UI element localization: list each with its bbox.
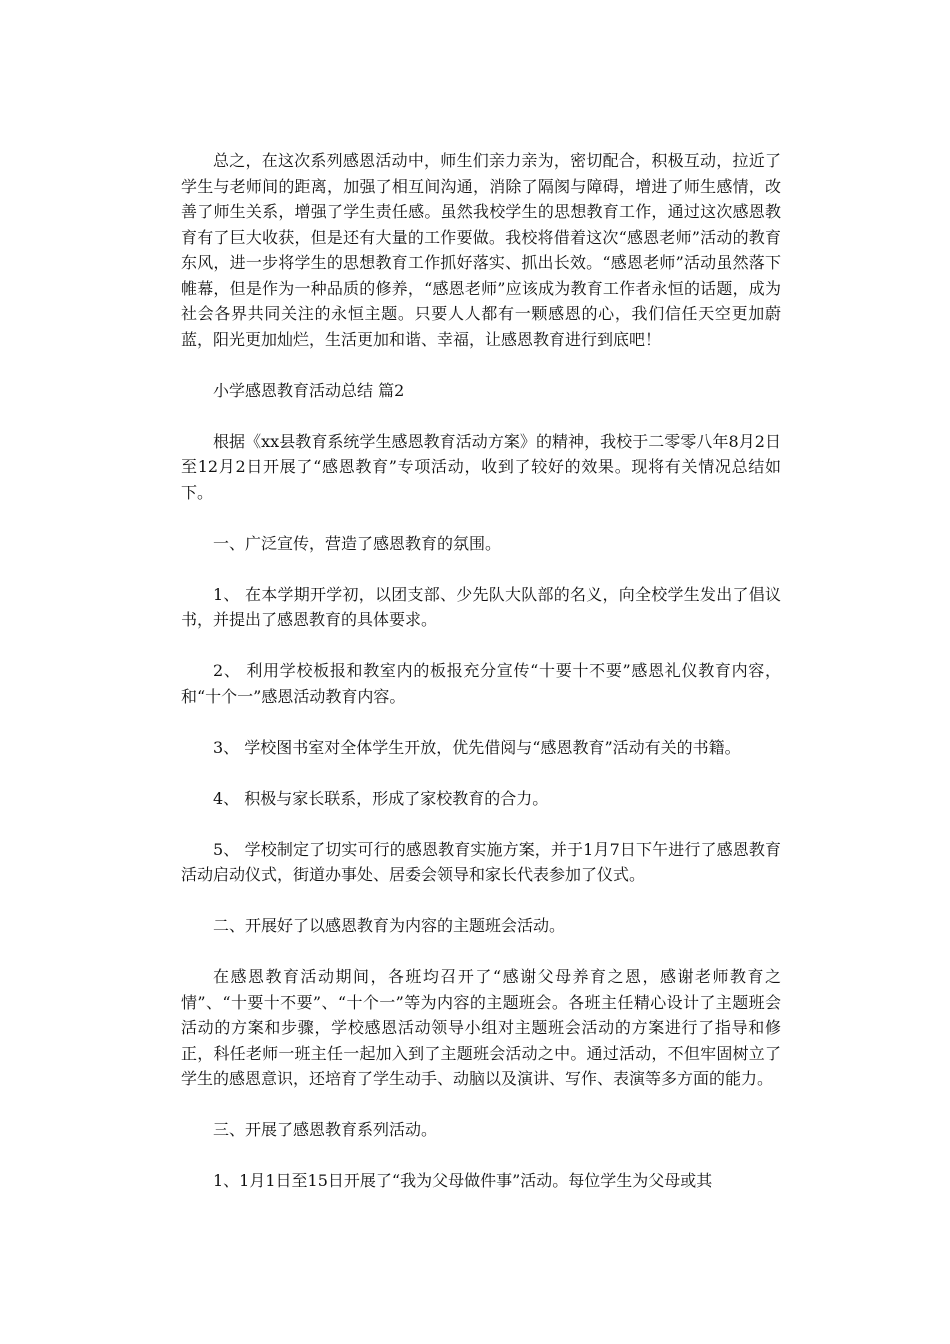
list-item-3: 3、 学校图书室对全体学生开放，优先借阅与“感恩教育”活动有关的书籍。 (213, 737, 741, 757)
heading-part-three: 三、开展了感恩教育系列活动。 (213, 1120, 438, 1139)
heading-part-one: 一、广泛宣传，营造了感恩教育的氛围。 (213, 533, 502, 553)
heading-part-two: 二、开展好了以感恩教育为内容的主题班会活动。 (213, 916, 566, 935)
section-title: 小学感恩教育活动总结 篇2 (213, 380, 405, 400)
document-body (181, 148, 781, 1219)
paragraph-class-meetings: 在感恩教育活动期间，各班均召开了“感谢父母养育之恩，感谢老师教育之情”、“十要十不要”、“十个一”等为内容的主题班会。各班主任精心设计了主题班会活动的方案和步骤，学校感恩活动领导小组对主题班会活动的方案进行了指导和修正，科任老师一班主任一起加入到了主题班会活动之中。通过活动，不但牢固树立了学生的感恩意识，还培育了学生动手、动脑以及演讲、写作、表演等多方面的能力。 (181, 967, 781, 1088)
list-item-2: 2、 利用学校板报和教室内的板报充分宣传“十要十不要”感恩礼仪教育内容，和“十个一”感恩活动教育内容。 (181, 661, 781, 706)
list-item-1: 1、 在本学期开学初，以团支部、少先队大队部的名义，向全校学生发出了倡议书，并提出了感恩教育的具体要求。 (181, 584, 781, 629)
paragraph-summary: 总之，在这次系列感恩活动中，师生们亲力亲为，密切配合，积极互动，拉近了学生与老师间的距离，加强了相互间沟通，消除了隔阂与障碍，增进了师生感情，改善了师生关系，增强了学生责任感。虽然我校学生的思想教育工作，通过这次感恩教育有了巨大收获，但是还有大量的工作要做。我校将借着这次“感恩老师”活动的教育东风，进一步将学生的思想教育工作抓好落实、抓出长效。“感恩老师”活动虽然落下帷幕，但是作为一种品质的修养，“感恩老师”应该成为教育工作者永恒的话题，成为社会各界共同关注的永恒主题。只要人人都有一颗感恩的心，我们信任天空更加蔚蓝，阳光更加灿烂，生活更加和谐、幸福，让感恩教育进行到底吧！ (181, 151, 781, 349)
list-item-4: 4、 积极与家长联系，形成了家校教育的合力。 (213, 788, 549, 808)
paragraph-intro: 根据《xx县教育系统学生感恩教育活动方案》的精神，我校于二零零八年8月2日至12月2日开展了“感恩教育”专项活动，收到了较好的效果。现将有关情况总结如下。 (181, 431, 781, 502)
paragraph-activity-1: 1、1月1日至15日开展了“我为父母做件事”活动。每位学生为父母或其 (213, 1171, 713, 1190)
list-item-5: 5、 学校制定了切实可行的感恩教育实施方案，并于1月7日下午进行了感恩教育活动启动仪式，街道办事处、居委会领导和家长代表参加了仪式。 (181, 839, 781, 884)
